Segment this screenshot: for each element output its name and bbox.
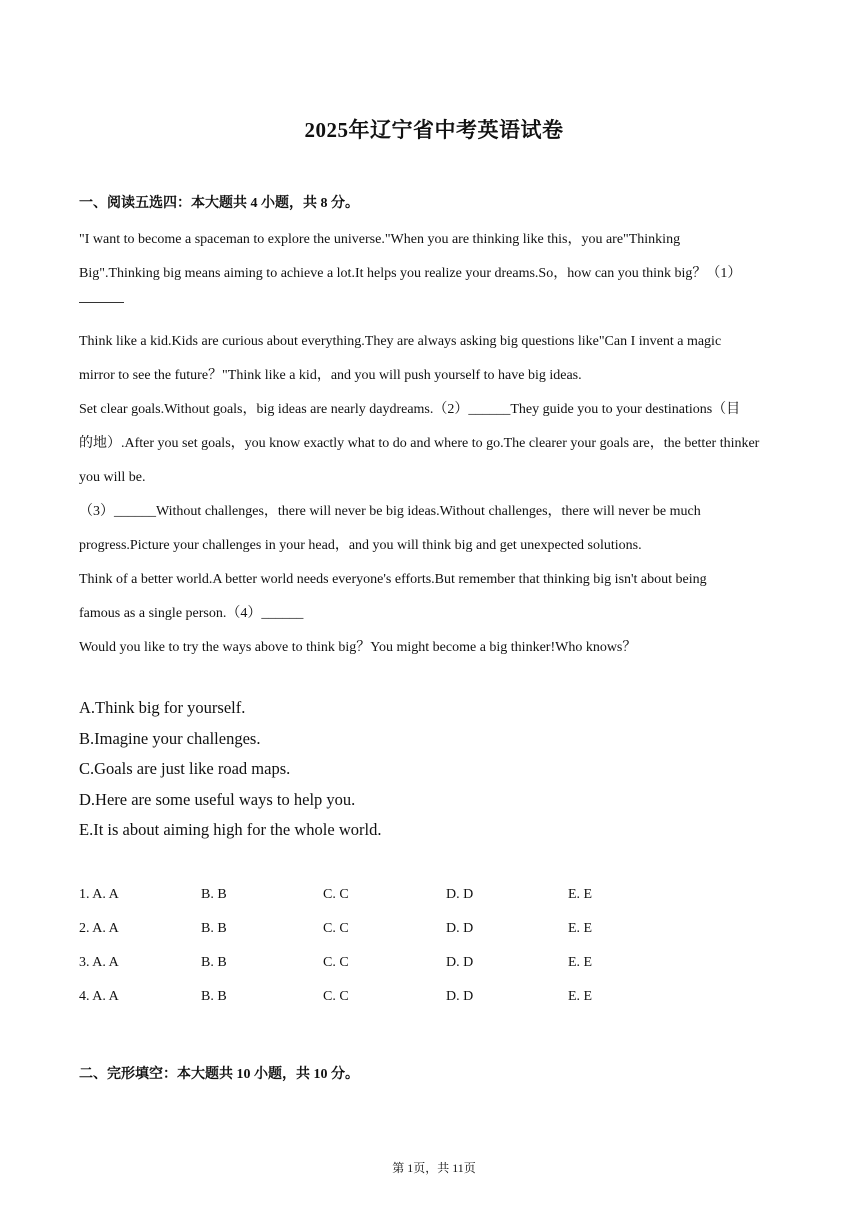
choice-c[interactable]: C. C bbox=[323, 989, 349, 1004]
choice-d[interactable]: D. D bbox=[446, 921, 474, 936]
choice-e[interactable]: E. E bbox=[568, 887, 593, 902]
question-row-3 bbox=[79, 955, 639, 989]
question-row-4 bbox=[79, 989, 639, 1023]
choice-b[interactable]: B. B bbox=[201, 921, 227, 936]
passage-line: Would you like to try the ways above to think big？You might become a big thinker!Who knows？ bbox=[79, 640, 637, 655]
reading-passage bbox=[79, 223, 795, 665]
question-row-2 bbox=[79, 921, 639, 955]
passage-line: （3）______Without challenges，there will never be big ideas.Without challenges，there will never be much bbox=[79, 504, 701, 519]
page-footer: 第 1页，共 11页 bbox=[392, 1161, 476, 1175]
choice-c[interactable]: C. C bbox=[323, 921, 349, 936]
choice-a[interactable]: 3. A. A bbox=[79, 955, 119, 970]
passage-line: mirror to see the future？"Think like a kid，and you will push yourself to have big ideas. bbox=[79, 368, 582, 383]
choice-b[interactable]: B. B bbox=[201, 955, 227, 970]
passage-line: progress.Picture your challenges in your head，and you will think big and get unexpected solutions. bbox=[79, 538, 642, 553]
choice-b[interactable]: B. B bbox=[201, 887, 227, 902]
answer-choices bbox=[79, 887, 639, 1023]
question-row-1 bbox=[79, 887, 639, 921]
section-2-heading: 二、完形填空：本大题共 10 小题，共 10 分。 bbox=[79, 1067, 359, 1082]
passage-line: Set clear goals.Without goals，big ideas are nearly daydreams.（2）______They guide you to your destinations（目 bbox=[79, 402, 741, 417]
choice-d[interactable]: D. D bbox=[446, 989, 474, 1004]
choice-d[interactable]: D. D bbox=[446, 955, 474, 970]
option-b: B.Imagine your challenges. bbox=[79, 728, 261, 748]
option-a: A.Think big for yourself. bbox=[79, 698, 246, 717]
passage-line: you will be. bbox=[79, 470, 146, 485]
option-e: E.It is about aiming high for the whole world. bbox=[79, 820, 382, 839]
option-list bbox=[79, 693, 381, 846]
choice-e[interactable]: E. E bbox=[568, 989, 593, 1004]
passage-line: "I want to become a spaceman to explore the universe."When you are thinking like this，you are"Thinking bbox=[79, 232, 681, 247]
choice-d[interactable]: D. D bbox=[446, 887, 474, 902]
choice-e[interactable]: E. E bbox=[568, 955, 593, 970]
choice-a[interactable]: 1. A. A bbox=[79, 887, 119, 902]
passage-line: Think of a better world.A better world needs everyone's efforts.But remember that thinking big isn't about being bbox=[79, 572, 707, 587]
passage-line: 的地）.After you set goals，you know exactly what to do and where to go.The clearer your goals are，the better thinker bbox=[79, 436, 760, 451]
page-title: 2025年辽宁省中考英语试卷 bbox=[304, 118, 564, 142]
choice-e[interactable]: E. E bbox=[568, 921, 593, 936]
choice-a[interactable]: 2. A. A bbox=[79, 921, 119, 936]
choice-b[interactable]: B. B bbox=[201, 989, 227, 1004]
choice-c[interactable]: C. C bbox=[323, 887, 349, 902]
choice-a[interactable]: 4. A. A bbox=[79, 989, 119, 1004]
passage-line: Think like a kid.Kids are curious about everything.They are always asking big questions like"Can I invent a magic bbox=[79, 334, 722, 349]
answer-blank-1 bbox=[79, 291, 795, 325]
section-1-heading: 一、阅读五选四：本大题共 4 小题，共 8 分。 bbox=[79, 196, 359, 211]
option-c: C.Goals are just like road maps. bbox=[79, 759, 291, 778]
choice-c[interactable]: C. C bbox=[323, 955, 349, 970]
passage-line: Big".Thinking big means aiming to achieve a lot.It helps you realize your dreams.So，how can you think big？（1） bbox=[79, 266, 742, 281]
passage-line: famous as a single person.（4）______ bbox=[79, 606, 304, 621]
option-d: D.Here are some useful ways to help you. bbox=[79, 789, 356, 809]
